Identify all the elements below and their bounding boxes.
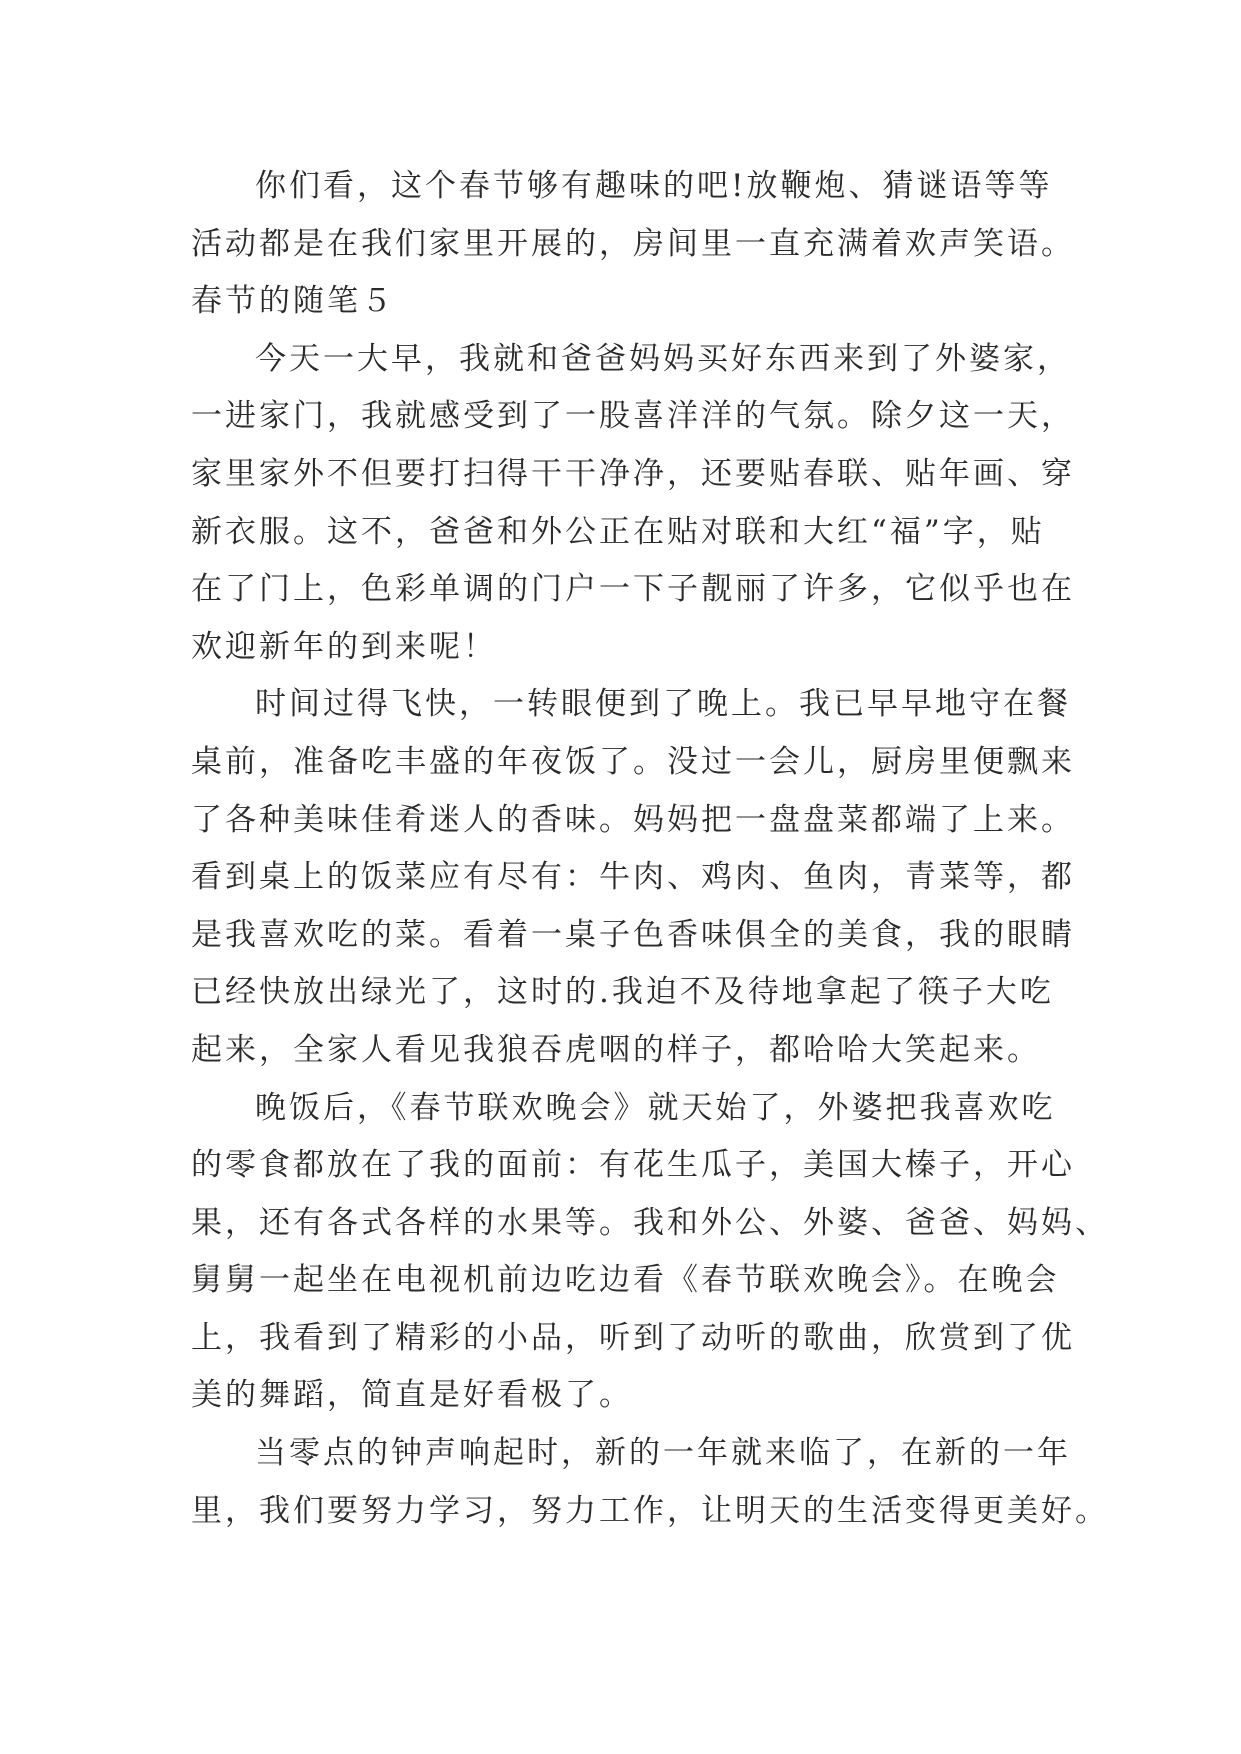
essay-body bbox=[191, 158, 1109, 1540]
text-line: 是我喜欢吃的菜。看着一桌子色香味俱全的美食，我的眼睛 bbox=[191, 916, 1075, 953]
paragraph-first-line: 晚饭后，《春节联欢晚会》就天始了，外婆把我喜欢吃 bbox=[255, 1089, 1056, 1126]
text-line: 上，我看到了精彩的小品，听到了动听的歌曲，欣赏到了优 bbox=[191, 1319, 1075, 1356]
text-line: 里，我们要努力学习，努力工作，让明天的生活变得更美好。 bbox=[191, 1492, 1109, 1529]
text-line: 新衣服。这不，爸爸和外公正在贴对联和大红“福”字，贴 bbox=[191, 513, 1045, 550]
text-line: 一进家门，我就感受到了一股喜洋洋的气氛。除夕这一天， bbox=[191, 398, 1075, 435]
paragraph-first-line: 当零点的钟声响起时，新的一年就来临了，在新的一年 bbox=[255, 1435, 1071, 1472]
text-line: 家里家外不但要打扫得干干净净，还要贴春联、贴年画、穿 bbox=[191, 455, 1075, 492]
text-line: 在了门上，色彩单调的门户一下子靓丽了许多，它似乎也在 bbox=[191, 571, 1075, 608]
text-line: 的零食都放在了我的面前：有花生瓜子，美国大榛子，开心 bbox=[191, 1147, 1075, 1184]
text-line: 桌前，准备吃丰盛的年夜饭了。没过一会儿，厨房里便飘来 bbox=[191, 743, 1075, 780]
text-line: 起来，全家人看见我狼吞虎咽的样子，都哈哈大笑起来。 bbox=[191, 1031, 1041, 1068]
text-line: 看到桌上的饭菜应有尽有：牛肉、鸡肉、鱼肉，青菜等，都 bbox=[191, 859, 1075, 896]
text-line: 舅舅一起坐在电视机前边吃边看《春节联欢晚会》。在晚会 bbox=[191, 1262, 1060, 1299]
text-line: 果，还有各式各样的水果等。我和外公、外婆、爸爸、妈妈、 bbox=[191, 1204, 1109, 1241]
paragraph-first-line: 你们看，这个春节够有趣味的吧!放鞭炮、猜谜语等等 bbox=[255, 168, 1053, 204]
text-line: 已经快放出绿光了，这时的.我迫不及待地拿起了筷子大吃 bbox=[191, 974, 1054, 1011]
text-line: 欢迎新年的到来呢！ bbox=[191, 628, 497, 665]
paragraph-first-line: 时间过得飞快，一转眼便到了晚上。我已早早地守在餐 bbox=[255, 686, 1071, 723]
text-line: 美的舞蹈，简直是好看极了。 bbox=[191, 1377, 633, 1414]
paragraph-first-line: 今天一大早，我就和爸爸妈妈买好东西来到了外婆家， bbox=[255, 340, 1071, 377]
text-line: 春节的随笔５ bbox=[191, 283, 395, 320]
text-line: 了各种美味佳肴迷人的香味。妈妈把一盘盘菜都端了上来。 bbox=[191, 801, 1075, 838]
text-line: 活动都是在我们家里开展的，房间里一直充满着欢声笑语。 bbox=[191, 225, 1075, 262]
